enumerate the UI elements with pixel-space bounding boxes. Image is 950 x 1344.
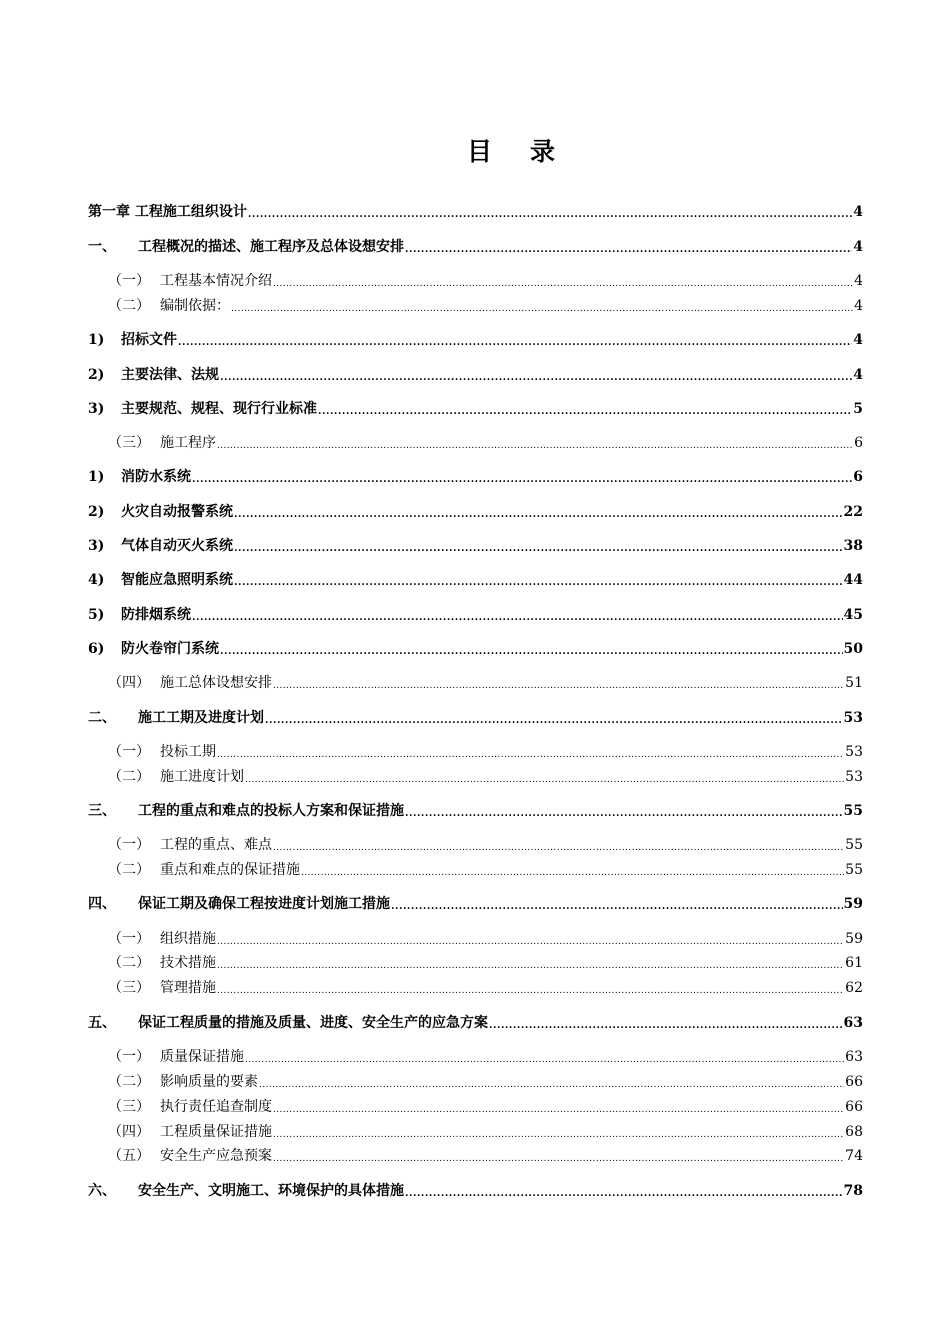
toc-entry-label: 工程基本情况介绍 [160, 273, 272, 289]
toc-entry-page: 6 [854, 435, 863, 451]
toc-entry-page: 51 [845, 675, 863, 691]
toc-entry-label: 招标文件 [121, 332, 177, 348]
toc-entry[interactable] [88, 1013, 863, 1033]
toc-entry-page: 4 [853, 239, 863, 255]
toc-entry-number: （二） [108, 769, 150, 785]
toc-entry-number: （三） [108, 435, 150, 451]
toc-entry-number: （三） [108, 980, 150, 996]
toc-entry-label: 技术措施 [160, 955, 216, 971]
toc-entry-number: （二） [108, 1074, 150, 1090]
toc-entry-page: 55 [845, 862, 863, 878]
dot-leader [217, 953, 844, 973]
toc-entry-page: 61 [845, 955, 863, 971]
dot-leader [273, 1146, 844, 1166]
toc-entry[interactable] [88, 502, 863, 522]
toc-entry-page: 74 [845, 1148, 863, 1164]
toc-entry-number: （二） [108, 862, 150, 878]
toc-entry[interactable] [88, 202, 863, 222]
title-char-right: 录 [530, 137, 558, 166]
dot-leader [245, 1047, 844, 1067]
toc-entry-page: 55 [843, 803, 863, 819]
toc-entry[interactable] [88, 742, 863, 762]
toc-entry[interactable] [88, 237, 863, 257]
dot-leader [405, 1181, 843, 1201]
toc-entry-number: （五） [108, 1148, 150, 1164]
toc-entry-label: 防排烟系统 [121, 607, 191, 623]
dot-leader [178, 330, 852, 350]
toc-entry-page: 4 [853, 204, 863, 220]
dot-leader [248, 202, 852, 222]
toc-entry-number: （一） [108, 273, 150, 289]
toc-entry-label: 气体自动灭火系统 [121, 538, 233, 554]
dot-leader [273, 1122, 844, 1142]
toc-entry-label: 第一章 工程施工组织设计 [88, 204, 247, 220]
toc-entry-number: （一） [108, 837, 150, 853]
toc-entry[interactable] [88, 673, 863, 693]
toc-entry[interactable] [88, 467, 863, 487]
dot-leader [217, 929, 844, 949]
toc-entry-label: 防火卷帘门系统 [121, 641, 219, 657]
toc-entry-page: 62 [845, 980, 863, 996]
toc-entry[interactable] [88, 271, 863, 291]
toc-entry-number: 五、 [88, 1015, 116, 1031]
dot-leader [217, 742, 844, 762]
toc-entry[interactable] [88, 1047, 863, 1067]
dot-leader [217, 978, 844, 998]
toc-entry-number: 6) [88, 641, 105, 657]
toc-entry[interactable] [88, 536, 863, 556]
toc-entry-number: 1) [88, 332, 105, 348]
toc-entry-number: （三） [108, 1099, 150, 1115]
toc-entry-page: 53 [843, 710, 863, 726]
toc-entry-page: 5 [853, 401, 863, 417]
dot-leader [301, 860, 844, 880]
toc-entry-page: 45 [843, 607, 863, 623]
dot-leader [245, 767, 844, 787]
toc-entry-number: 4) [88, 572, 105, 588]
dot-leader [259, 1072, 844, 1092]
toc-entry-page: 78 [843, 1183, 863, 1199]
toc-entry[interactable] [88, 978, 863, 998]
toc-entry-label: 保证工程质量的措施及质量、进度、安全生产的应急方案 [138, 1015, 488, 1031]
toc-entry-number: 三、 [88, 803, 116, 819]
toc-entry-page: 4 [854, 298, 863, 314]
dot-leader [273, 271, 853, 291]
toc-entry-number: 二、 [88, 710, 116, 726]
toc-entry[interactable] [88, 860, 863, 880]
dot-leader [273, 673, 844, 693]
toc-entry-label: 安全生产、文明施工、环境保护的具体措施 [138, 1183, 404, 1199]
title-char-left: 目 [466, 137, 494, 166]
toc-entry-label: 工程概况的描述、施工程序及总体设想安排 [138, 239, 404, 255]
toc-entry-number: 四、 [88, 896, 116, 912]
toc-entry-page: 53 [845, 769, 863, 785]
toc-entry[interactable] [88, 894, 863, 914]
toc-entry-label: 工程的重点和难点的投标人方案和保证措施 [138, 803, 404, 819]
toc-entry-label: 施工程序 [160, 435, 216, 451]
dot-leader [220, 365, 852, 385]
toc-entry-page: 53 [845, 744, 863, 760]
toc-entry[interactable] [88, 953, 863, 973]
toc-entry[interactable] [88, 570, 863, 590]
dot-leader [192, 605, 843, 625]
toc-entry-label: 主要规范、规程、现行行业标准 [121, 401, 317, 417]
toc-entry-label: 管理措施 [160, 980, 216, 996]
dot-leader [391, 894, 843, 914]
dot-leader [234, 536, 843, 556]
toc-entry-page: 6 [853, 469, 863, 485]
toc-entry-number: （一） [108, 931, 150, 947]
toc-entry-label: 施工工期及进度计划 [138, 710, 264, 726]
dot-leader [405, 801, 843, 821]
toc-entry-number: （四） [108, 675, 150, 691]
dot-leader [489, 1013, 843, 1033]
toc-entry[interactable] [88, 801, 863, 821]
dot-leader [273, 835, 844, 855]
dot-leader [234, 570, 843, 590]
toc-entry-label: 施工总体设想安排 [160, 675, 272, 691]
toc-entry-label: 火灾自动报警系统 [121, 504, 233, 520]
dot-leader [231, 296, 853, 316]
toc-entry[interactable] [88, 1122, 863, 1142]
toc-entry-label: 组织措施 [160, 931, 216, 947]
toc-entry-label: 施工进度计划 [160, 769, 244, 785]
toc-entry-label: 影响质量的要素 [160, 1074, 258, 1090]
toc-entry-label: 保证工期及确保工程按进度计划施工措施 [138, 896, 390, 912]
dot-leader [265, 708, 843, 728]
dot-leader [234, 502, 843, 522]
dot-leader [318, 399, 852, 419]
toc-entry-label: 投标工期 [160, 744, 216, 760]
toc-entry-label: 主要法律、法规 [121, 367, 219, 383]
toc-entry[interactable] [88, 1097, 863, 1117]
toc-entry-page: 44 [843, 572, 863, 588]
toc-entry[interactable] [88, 330, 863, 350]
toc-entry-page: 38 [843, 538, 863, 554]
toc-entry[interactable] [88, 296, 863, 316]
toc-entry[interactable] [88, 433, 863, 453]
toc-entry-page: 59 [845, 931, 863, 947]
toc-entry-page: 66 [845, 1074, 863, 1090]
toc-entry-label: 执行责任追查制度 [160, 1099, 272, 1115]
toc-entry-number: （一） [108, 1049, 150, 1065]
toc-entry-page: 59 [843, 896, 863, 912]
toc-entry-number: 六、 [88, 1183, 116, 1199]
toc-entry-page: 63 [843, 1015, 863, 1031]
toc-entry-number: 3) [88, 538, 105, 554]
dot-leader [273, 1097, 844, 1117]
toc-entry-label: 编制依据： [160, 298, 230, 314]
toc-entry[interactable] [88, 929, 863, 949]
toc-entry[interactable] [88, 708, 863, 728]
toc-entry-number: 2) [88, 504, 105, 520]
toc-entry-number: 2) [88, 367, 105, 383]
toc-entry-number: （一） [108, 744, 150, 760]
dot-leader [217, 433, 853, 453]
dot-leader [192, 467, 852, 487]
toc-entry-label: 消防水系统 [121, 469, 191, 485]
toc-entry[interactable] [88, 639, 863, 659]
toc-entry-page: 4 [853, 367, 863, 383]
toc-entry-label: 重点和难点的保证措施 [160, 862, 300, 878]
toc-entry-number: 3) [88, 401, 105, 417]
toc-entry-label: 质量保证措施 [160, 1049, 244, 1065]
toc-entry-number: 1) [88, 469, 105, 485]
toc-entry-page: 4 [853, 332, 863, 348]
toc-entry-label: 工程质量保证措施 [160, 1124, 272, 1140]
dot-leader [405, 237, 852, 257]
toc-entry-label: 安全生产应急预案 [160, 1148, 272, 1164]
toc-entry-page: 55 [845, 837, 863, 853]
toc-entry[interactable] [88, 605, 863, 625]
toc-entry-label: 智能应急照明系统 [121, 572, 233, 588]
toc-entry[interactable] [88, 399, 863, 419]
toc-entry[interactable] [88, 835, 863, 855]
toc-entry-number: （二） [108, 298, 150, 314]
toc-entry[interactable] [88, 767, 863, 787]
toc-entry[interactable] [88, 1072, 863, 1092]
toc-entry-label: 工程的重点、难点 [160, 837, 272, 853]
toc-entry-page: 68 [845, 1124, 863, 1140]
toc-entry-page: 4 [854, 273, 863, 289]
toc-entry-number: （二） [108, 955, 150, 971]
toc-entry[interactable] [88, 1181, 863, 1201]
toc-entry-page: 50 [843, 641, 863, 657]
toc-entry[interactable] [88, 1146, 863, 1166]
toc-entry-page: 22 [843, 504, 863, 520]
toc-entry-page: 66 [845, 1099, 863, 1115]
toc-entry[interactable] [88, 365, 863, 385]
toc-entry-page: 63 [845, 1049, 863, 1065]
toc-entry-number: （四） [108, 1124, 150, 1140]
toc-entry-number: 5) [88, 607, 105, 623]
toc-entry-number: 一、 [88, 239, 116, 255]
dot-leader [220, 639, 843, 659]
